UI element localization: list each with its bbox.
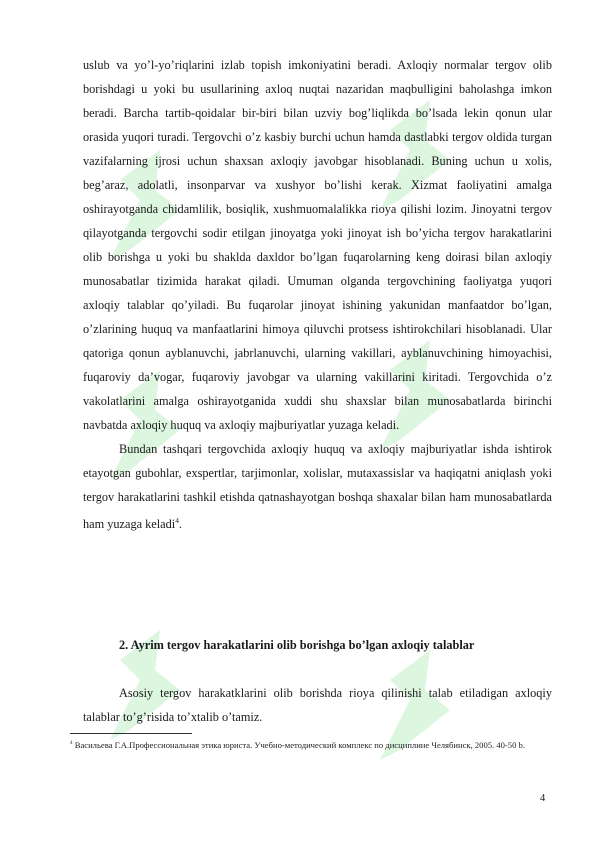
page-number: 4 [540,793,546,804]
paragraph [83,437,552,536]
paragraph-text: Bundan tashqari tergovchida axloqiy huquq va axloqiy majburiyatlar ishda ishtirok etayotgan gubohlar, exspertlar, tarjimonlar, xolislar, mutaxassislar va haqiqatni aniqlash yoki tergov harakatlarini tashkil etishda qatnashayotgan boshqa shaxalar bilan ham munosabatlarda ham yuzaga keladi [83,442,552,532]
section-heading: 2. Ayrim tergov harakatlarini olib borishga bo’lgan axloqiy talablar [119,638,475,652]
footnote-text: Васильева Г.А.Профессиональная этика юриста. Учебно-методический комплекс по дисциплине Челябинск, 2005. 40-50 b. [72,739,525,750]
paragraph: Asosiy tergov harakatklarini olib borishda rioya qilinishi talab etiladigan axloqiy talablar to’g’risida to’xtalib o’tamiz. [83,686,552,724]
paragraph: uslub va yo’l-yo’riqlarini izlab topish imkoniyatini beradi. Axloqiy normalar tergov olib borishdagi u yoki bu usullarining axloq nuqtai nazaridan maqbulligini baholashga imkon beradi. Barcha tartib-qoidalar bir-biri bilan uzviy bog’liqlikda bo’lsada lekin qonun ular orasida yuqori turadi. Tergovchi o’z kasbiy burchi uchun hamda dastlabki tergov oldida turgan vazifalarning ijrosi uchun shaxsan axloqiy javobgar hisoblanadi. Buning uchun u xolis, beg’araz, adolatli, insonparvar va xushyor bo’lishi kerak. Xizmat faoliyatini amalga oshirayotganda chidamlilik, bosiqlik, xushmuomalalikka rioya qilishi lozim. Jinoyatni tergov qilayotganda tergovchi sodir etilgan jinoyatga yoki jinoyat ish bo’yicha tergov harakatlarini olib borishga u yoki bu shaklda daxldor bo’lgan fuqarolarning keng doirasi bilan axloqiy munosabatlar tizimida harakat qiladi. Umuman olganda tergovchining faoliyatga yuqori axloqiy talablar qo’yiladi. Bu fuqarolar jinoyat ishining yakunidan manfaatdor bo’lgan, o’zlarining huquq va manfaatlarini himoya qiluvchi protsess ishtirokchilari hisoblanadi. Ular qatoriga qonun ayblanuvchi, jabrlanuvchi, ularning vakillari, ayblanuvchining himoyachisi, fuqaroviy da’vogar, fuqaroviy javobgar va ularning vakillarini kiritadi. Tergovchida o’z vakolatlarini amalga oshirayotganida xuddi shu shaxslar bilan munosabatlarda birinchi navbatda axloqiy huquq va axloqiy majburiyatlar yuzaga keladi. [83,58,552,432]
footnote [70,737,550,752]
paragraph-end: . [178,517,182,532]
body-text [83,53,552,536]
footnote-marker: 4 [70,740,73,746]
section-body [83,681,552,729]
footnote-reference[interactable]: 4 [175,516,179,525]
footnote-divider [70,733,192,734]
